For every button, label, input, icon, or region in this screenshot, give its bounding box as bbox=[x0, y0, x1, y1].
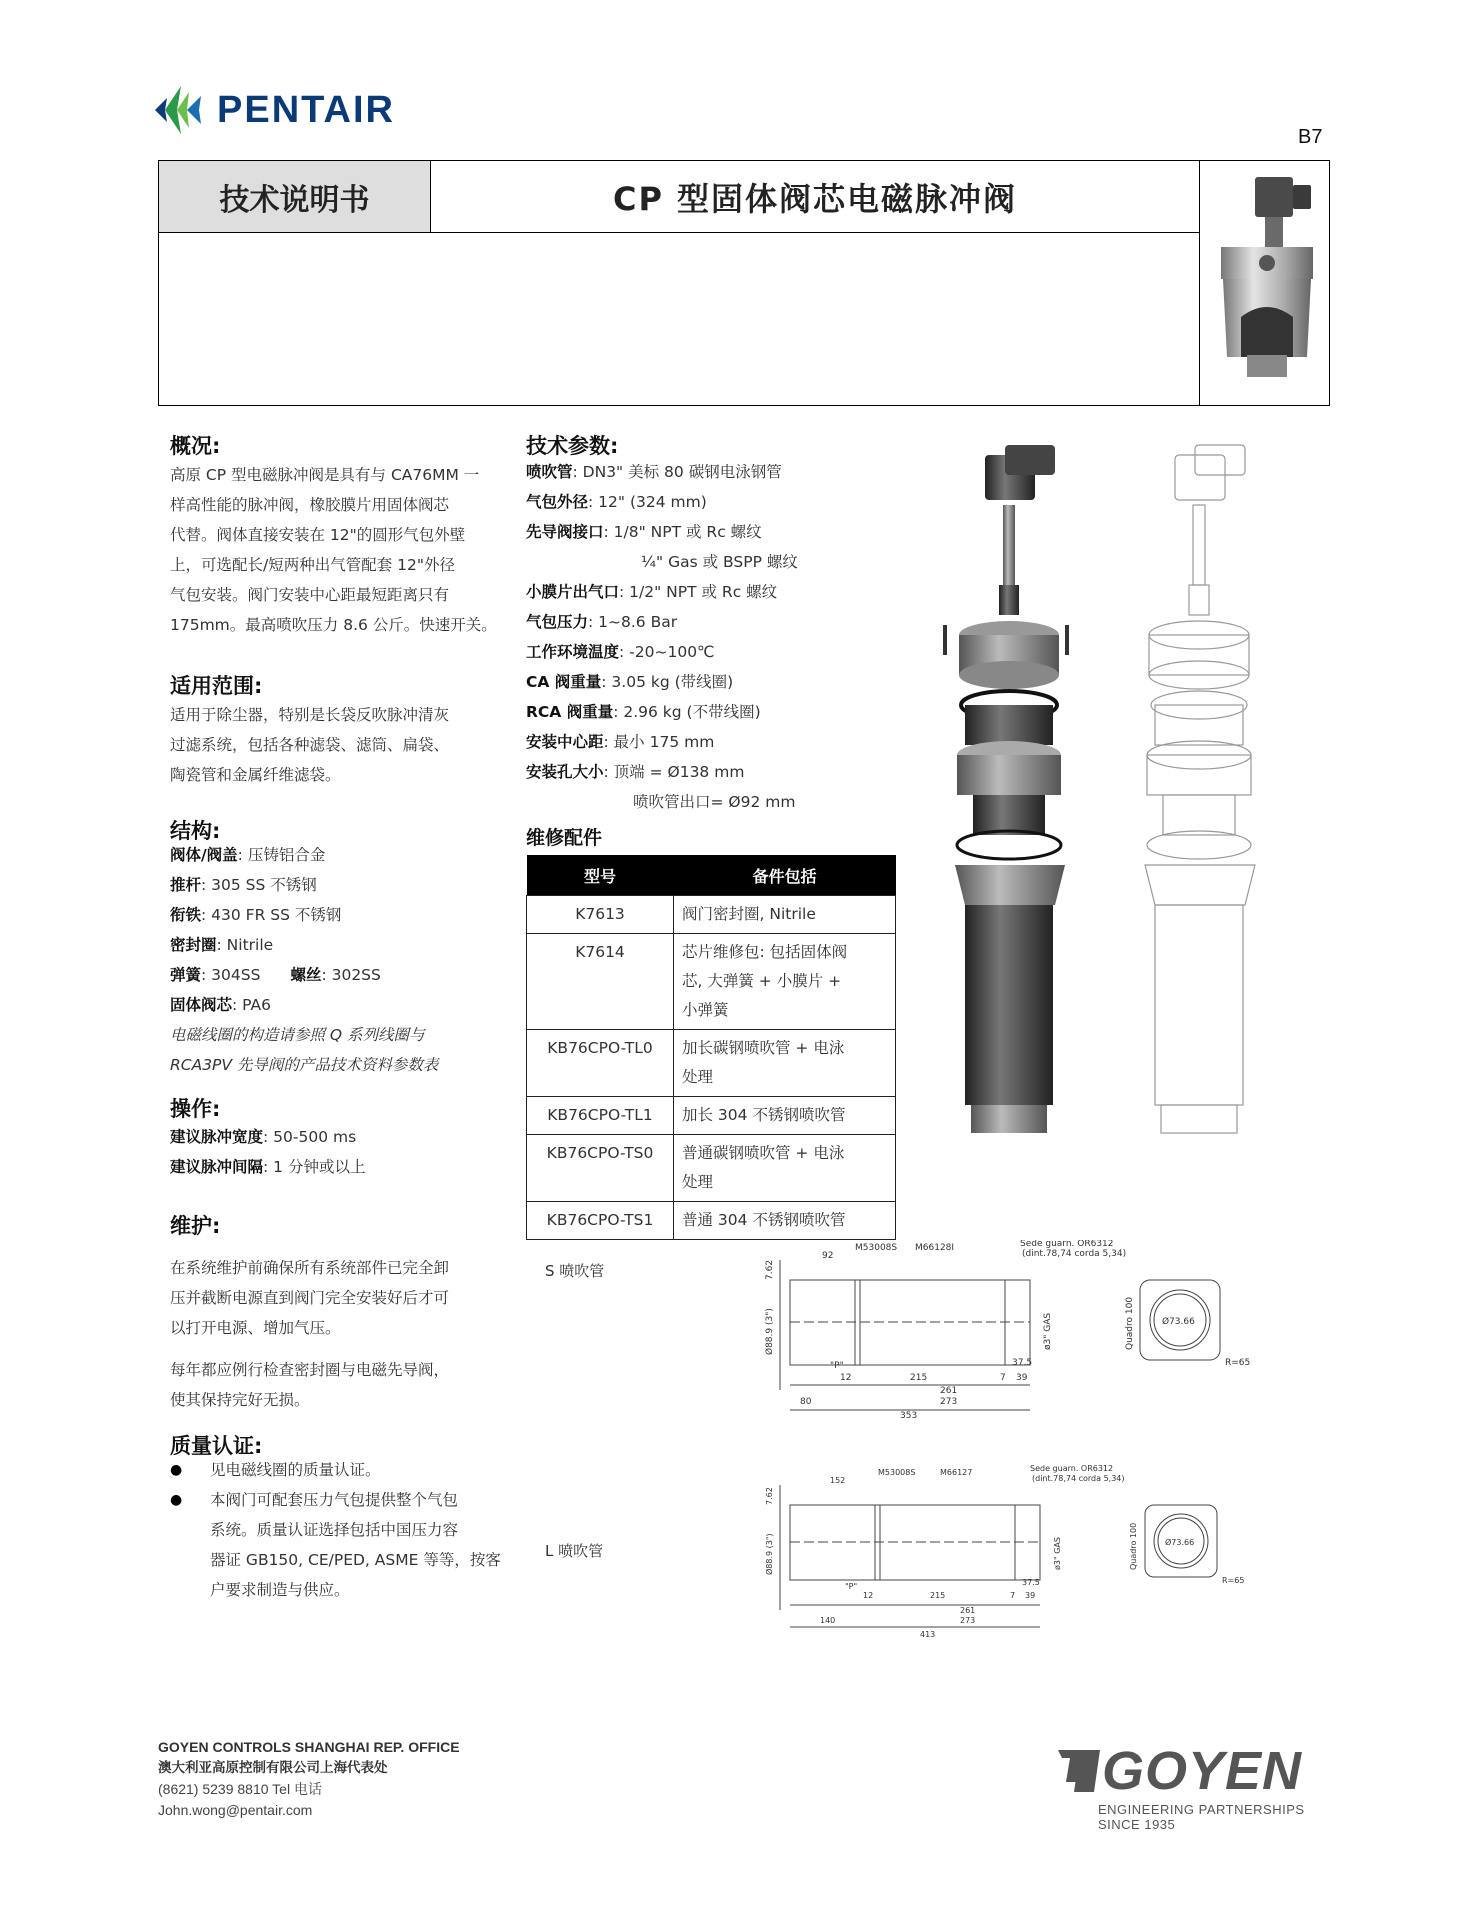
page-title: CP 型固体阀芯电磁脉冲阀 bbox=[431, 161, 1199, 233]
col-model: 型号 bbox=[527, 855, 674, 896]
structure-note: RCA3PV 先导阀的产品技术资料参数表 bbox=[170, 1056, 439, 1074]
overview-line: 气包安装。阀门安装中心距最短距离只有 bbox=[170, 586, 450, 604]
svg-text:92: 92 bbox=[822, 1251, 834, 1261]
overview-title: 概况: bbox=[170, 434, 221, 458]
valve-photo bbox=[1211, 167, 1323, 399]
overview-line: 175mm。最高喷吹压力 8.6 公斤。快速开关。 bbox=[170, 616, 497, 634]
spec-row: 安装中心距: 最小 175 mm bbox=[526, 733, 715, 751]
header-divider bbox=[1199, 161, 1200, 405]
footer-contact bbox=[158, 1737, 460, 1821]
structure-note: 电磁线圈的构造请参照 Q 系列线圈与 bbox=[170, 1026, 425, 1044]
svg-text:R=65: R=65 bbox=[1225, 1358, 1251, 1368]
svg-text:152: 152 bbox=[830, 1476, 846, 1485]
svg-text:(dint.78,74 corda 5,34): (dint.78,74 corda 5,34) bbox=[1022, 1249, 1127, 1259]
svg-text:37.5: 37.5 bbox=[1012, 1358, 1033, 1368]
structure-item: 密封圈: Nitrile bbox=[170, 936, 274, 954]
exploded-shaded bbox=[943, 445, 1069, 1133]
svg-text:ø3" GAS: ø3" GAS bbox=[1043, 1312, 1053, 1350]
goyen-wordmark: GOYEN bbox=[1102, 1741, 1303, 1801]
spec-row: 气包外径: 12" (324 mm) bbox=[526, 493, 707, 511]
goyen-tagline: ENGINEERING PARTNERSHIPS SINCE 1935 bbox=[1098, 1802, 1305, 1832]
spec-row: 安装孔大小: 顶端 = Ø138 mm bbox=[526, 763, 745, 781]
svg-text:Sede guarn. OR6312: Sede guarn. OR6312 bbox=[1020, 1240, 1114, 1249]
overview-line: 高原 CP 型电磁脉冲阀是具有与 CA76MM 一 bbox=[170, 466, 480, 484]
structure-item: 固体阀芯: PA6 bbox=[170, 996, 271, 1014]
specs-title: 技术参数: bbox=[526, 434, 619, 458]
structure-item: 阀体/阀盖: 压铸铝合金 bbox=[170, 846, 326, 864]
table-row: KB76CPO-TL0 加长碳钢喷吹管 + 电泳 处理 bbox=[527, 1030, 896, 1097]
svg-text:39: 39 bbox=[1016, 1373, 1028, 1383]
svg-text:"P": "P" bbox=[830, 1361, 844, 1371]
pentair-mark-icon bbox=[155, 80, 207, 140]
overview-line: 样高性能的脉冲阀，橡胶膜片用固体阀芯 bbox=[170, 496, 450, 514]
svg-text:39: 39 bbox=[1025, 1591, 1036, 1600]
svg-text:80: 80 bbox=[800, 1397, 812, 1407]
spare-parts-title: 维修配件 bbox=[526, 827, 603, 849]
spare-parts-table bbox=[526, 855, 896, 1240]
svg-text:215: 215 bbox=[910, 1373, 928, 1383]
exploded-view-drawing bbox=[925, 435, 1325, 1195]
table-row: KB76CPO-TL1 加长 304 不锈钢喷吹管 bbox=[527, 1097, 896, 1135]
svg-text:R=65: R=65 bbox=[1222, 1576, 1245, 1585]
structure-title: 结构: bbox=[170, 819, 221, 843]
operation-list bbox=[170, 1122, 365, 1182]
structure-item: 推杆: 305 SS 不锈钢 bbox=[170, 876, 317, 894]
doc-type: 技术说明书 bbox=[159, 161, 431, 233]
quality-list bbox=[170, 1455, 510, 1605]
svg-text:7: 7 bbox=[1010, 1591, 1016, 1600]
svg-text:353: 353 bbox=[900, 1411, 918, 1421]
spec-row: 喷吹管: DN3" 美标 80 碳钢电泳钢管 bbox=[526, 463, 782, 481]
overview-text bbox=[170, 460, 497, 640]
svg-text:M53008S: M53008S bbox=[855, 1243, 898, 1253]
svg-text:Quadro 100: Quadro 100 bbox=[1129, 1522, 1138, 1570]
svg-text:M66128I: M66128I bbox=[915, 1243, 955, 1253]
svg-text:M66127: M66127 bbox=[940, 1468, 973, 1477]
spec-row: RCA 阀重量: 2.96 kg (不带线圈) bbox=[526, 703, 761, 721]
table-header-row bbox=[527, 855, 896, 896]
pentair-wordmark: PENTAIR bbox=[217, 88, 395, 131]
exploded-lineart bbox=[1145, 445, 1255, 1133]
scope-line: 适用于除尘器，特别是长袋反吹脉冲清灰 bbox=[170, 706, 450, 724]
svg-text:37.5: 37.5 bbox=[1022, 1578, 1040, 1587]
s-pipe-label: S 喷吹管 bbox=[545, 1262, 605, 1280]
overview-line: 代替。阀体直接安装在 12"的圆形气包外壁 bbox=[170, 526, 466, 544]
operation-title: 操作: bbox=[170, 1097, 221, 1121]
l-pipe-label: L 喷吹管 bbox=[545, 1542, 604, 1560]
svg-text:Sede guarn. OR6312: Sede guarn. OR6312 bbox=[1030, 1465, 1114, 1473]
footer-company-en: GOYEN CONTROLS SHANGHAI REP. OFFICE bbox=[158, 1739, 460, 1755]
col-desc: 备件包括 bbox=[674, 855, 896, 896]
pentair-logo bbox=[155, 78, 395, 142]
svg-text:261: 261 bbox=[960, 1606, 976, 1615]
svg-text:7: 7 bbox=[1000, 1373, 1006, 1383]
svg-text:413: 413 bbox=[920, 1630, 936, 1639]
svg-text:140: 140 bbox=[820, 1616, 836, 1625]
svg-text:Ø88.9 (3"): Ø88.9 (3") bbox=[765, 1308, 775, 1355]
s-pipe-drawing bbox=[760, 1240, 1280, 1430]
quality-title: 质量认证: bbox=[170, 1434, 263, 1458]
spec-row: 喷吹管出口= Ø92 mm bbox=[633, 793, 796, 811]
structure-item: 衔铁: 430 FR SS 不锈钢 bbox=[170, 906, 342, 924]
svg-text:12: 12 bbox=[863, 1591, 874, 1600]
table-row: K7613 阀门密封圈, Nitrile bbox=[527, 896, 896, 934]
svg-text:261: 261 bbox=[940, 1386, 958, 1396]
scope-text bbox=[170, 700, 449, 790]
spec-row: 先导阀接口: 1/8" NPT 或 Rc 螺纹 bbox=[526, 523, 762, 541]
quality-bullet: ● 见电磁线圈的质量认证。 bbox=[170, 1455, 510, 1485]
spec-row: ¼" Gas 或 BSPP 螺纹 bbox=[641, 553, 798, 571]
goyen-logo bbox=[1050, 1740, 1340, 1832]
svg-text:273: 273 bbox=[960, 1616, 976, 1625]
footer-email[interactable]: John.wong@pentair.com bbox=[158, 1802, 313, 1818]
scope-line: 陶瓷管和金属纤维滤袋。 bbox=[170, 766, 341, 784]
structure-list bbox=[170, 840, 438, 1080]
operation-item: 建议脉冲间隔: 1 分钟或以上 bbox=[170, 1158, 366, 1176]
svg-text:Ø73.66: Ø73.66 bbox=[1165, 1538, 1195, 1547]
svg-text:Ø73.66: Ø73.66 bbox=[1162, 1317, 1195, 1327]
scope-title: 适用范围: bbox=[170, 674, 263, 698]
svg-text:12: 12 bbox=[840, 1373, 852, 1383]
page-code: B7 bbox=[1298, 126, 1323, 148]
spec-row: 工作环境温度: -20~100℃ bbox=[526, 643, 715, 661]
svg-text:ø3" GAS: ø3" GAS bbox=[1053, 1537, 1062, 1570]
structure-item: 弹簧: 304SS 螺丝: 302SS bbox=[170, 966, 381, 984]
footer-tel: (8621) 5239 8810 Tel 电话 bbox=[158, 1781, 322, 1797]
spec-row: CA 阀重量: 3.05 kg (带线圈) bbox=[526, 673, 734, 691]
spec-row: 小膜片出气口: 1/2" NPT 或 Rc 螺纹 bbox=[526, 583, 778, 601]
l-pipe-drawing bbox=[760, 1465, 1280, 1645]
maintenance-text: 在系统维护前确保所有系统部件已完全卸 压并截断电源直到阀门完全安装好后才可 以打开电源、增加气压。 每年都应例行检查密封圈与电磁先导阀， 使其保持完好无损。 bbox=[170, 1259, 450, 1409]
maintenance-title: 维护: bbox=[170, 1214, 221, 1238]
svg-text:273: 273 bbox=[940, 1397, 958, 1407]
table-row: KB76CPO-TS0 普通碳钢喷吹管 + 电泳 处理 bbox=[527, 1135, 896, 1202]
svg-text:Ø88.9 (3"): Ø88.9 (3") bbox=[765, 1533, 774, 1575]
svg-text:215: 215 bbox=[930, 1591, 946, 1600]
goyen-mark-icon bbox=[1050, 1746, 1102, 1796]
footer-company-cn: 澳大利亚高原控制有限公司上海代表处 bbox=[158, 1760, 388, 1776]
svg-text:M53008S: M53008S bbox=[878, 1468, 916, 1477]
svg-text:(dint.78,74 corda 5,34): (dint.78,74 corda 5,34) bbox=[1032, 1474, 1125, 1483]
spec-row: 气包压力: 1~8.6 Bar bbox=[526, 613, 678, 631]
svg-text:7.62: 7.62 bbox=[765, 1259, 775, 1280]
table-row: KB76CPO-TS1 普通 304 不锈钢喷吹管 bbox=[527, 1202, 896, 1240]
specs-list bbox=[526, 457, 798, 817]
header-box bbox=[158, 160, 1330, 406]
svg-text:"P": "P" bbox=[845, 1582, 858, 1591]
quality-bullet: ● 本阀门可配套压力气包提供整个气包 系统。质量认证选择包括中国压力容 器证 GB150, CE/PED, ASME 等等，按客 户要求制造与供应。 bbox=[170, 1485, 510, 1605]
scope-line: 过滤系统，包括各种滤袋、滤筒、扁袋、 bbox=[170, 736, 450, 754]
overview-line: 上，可选配长/短两种出气管配套 12"外径 bbox=[170, 556, 456, 574]
table-row: K7614 芯片维修包: 包括固体阀 芯, 大弹簧 + 小膜片 + 小弹簧 bbox=[527, 934, 896, 1030]
svg-text:7.62: 7.62 bbox=[765, 1487, 774, 1505]
operation-item: 建议脉冲宽度: 50-500 ms bbox=[170, 1128, 357, 1146]
svg-text:Quadro 100: Quadro 100 bbox=[1125, 1296, 1135, 1350]
